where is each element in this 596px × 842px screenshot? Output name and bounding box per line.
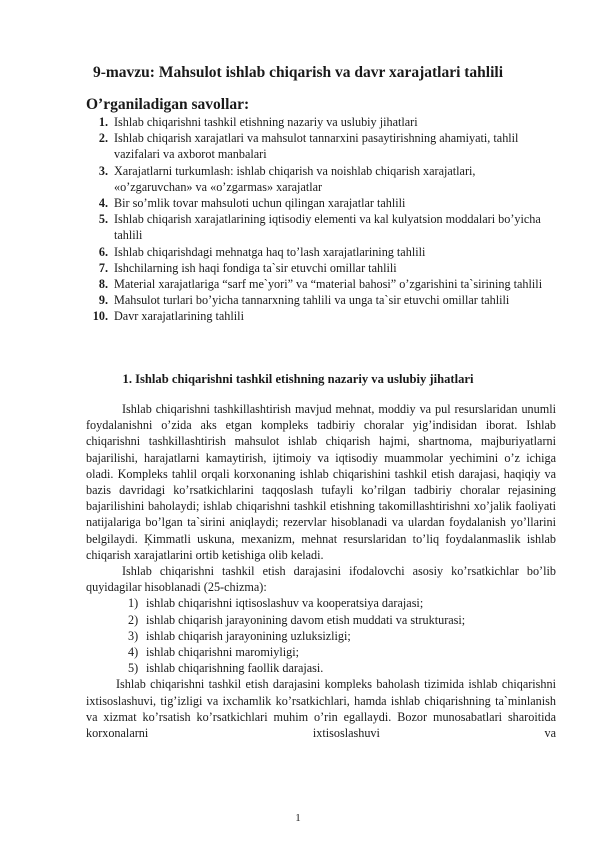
paragraph: Ishlab chiqarishni tashkillashtirish mavjud mehnat, moddiy va pul resurslaridan unumli foydalanishni o’zida aks etgan kompleks tadbiriy choralar yig’indisidan iborat. Ishlab chiqarishni tashkillashtirish mahsulot ishlab chiqarish hajmi, shartnoma, majburiyatlarni bajarilishi, harajatlarni kamaytirish, ijtimoiy va iqtisodiy muammolar yechimini o’z ichiga oladi. Kompleks tahlil orqali korxonaning ishlab chiqarishini tashkil etish darajasi, haqiqiy va bazis davridagi ko’rsatkichlarini taqqoslash tufayli ko’rilgan tadbiriy choralar rejasining bajarilishini baholaydi; ishlab chiqarishni tashkil etishning takomillashtirishni xo’jalik faoliyati natijalariga bo’lgan ta`sirini aniqlaydi; rezervlar hisoblanadi va ulardan foydalanish yo’llarini belgilaydi. Ķimmatli uskuna, mexanizm, mehnat resurslaridan to’liq foydalanmaslik ishlab chiqarish xarajatlarini ortib ketishiga olib keladi. — [86, 402, 556, 562]
item-text: Bir so’mlik tovar mahsuloti uchun qilingan xarajatlar tahlili — [114, 196, 406, 211]
body-text — [86, 401, 556, 741]
list-item — [86, 211, 546, 243]
item-number: 8. — [98, 277, 108, 292]
list-item — [86, 292, 546, 308]
list-item — [86, 595, 556, 611]
questions-heading: O’rganiladigan savollar: — [86, 96, 250, 113]
item-number: 1) — [128, 596, 139, 611]
list-item — [86, 195, 546, 211]
item-number: 5. — [98, 212, 108, 227]
item-text: Material xarajatlariga “sarf me`yori” va “material bahosi” o’zgarishini ta`sirining tahlili — [114, 277, 543, 292]
list-item — [86, 628, 556, 644]
item-text: ishlab chiqarish jarayonining davom etish muddati va strukturasi; — [146, 612, 466, 627]
item-number: 9. — [98, 293, 108, 308]
item-number: 3) — [128, 628, 139, 643]
item-number: 4) — [128, 645, 139, 660]
item-number: 1. — [98, 115, 108, 129]
paragraph: Ishlab chiqarishni tashkil etish darajasini kompleks baholash tizimida ishlab chiqarishni ixtisoslashuvi, tig’izligi va ixchamlik ko’rsatkichlari, hamda ishlab chiqarishning ta`minlanish va xizmat ko’rsatish ko’rsatkichlari muhim o’rin egallaydi. Bozor munosabatlari sharoitida korxonalarni ixtisoslashuvi va — [86, 677, 556, 741]
item-text: Ishlab chiqarish xarajatlarining iqtisodiy elementi va kal kulyatsion moddalari bo’yicha tahlili — [114, 212, 541, 243]
list-item — [86, 244, 546, 260]
item-number: 10. — [92, 309, 108, 324]
item-text: Xarajatlarni turkumlash: ishlab chiqarish va noishlab chiqarish xarajatlari, «o’zgaruvchan» va «o’zgarmas» xarajatlar — [114, 163, 476, 194]
item-number: 5) — [128, 661, 139, 676]
item-number: 3. — [98, 163, 108, 178]
list-item — [86, 308, 546, 324]
item-number: 6. — [98, 244, 108, 259]
list-item — [86, 114, 546, 130]
questions-list — [86, 114, 546, 325]
item-number: 4. — [98, 196, 108, 211]
item-text: ishlab chiqarishni iqtisoslashuv va kooperatsiya darajasi; — [146, 596, 424, 611]
list-item — [86, 276, 546, 292]
item-text: ishlab chiqarish jarayonining uzluksizligi; — [146, 628, 351, 643]
item-text: Ishlab chiqarishni tashkil etishning nazariy va uslubiy jihatlari — [114, 115, 418, 129]
item-text: Ishchilarning ish haqi fondiga ta`sir etuvchi omillar tahlili — [114, 260, 397, 275]
item-number: 2. — [98, 131, 108, 146]
list-item — [86, 660, 556, 676]
item-text: ishlab chiqarishni maromiyligi; — [146, 645, 299, 660]
indicators-list — [86, 595, 556, 676]
item-text: Davr xarajatlarining tahlili — [114, 309, 244, 324]
page-number: 1 — [295, 812, 301, 824]
list-item — [86, 612, 556, 628]
list-item — [86, 260, 546, 276]
list-item — [86, 130, 546, 162]
paragraph: Ishlab chiqarishni tashkil etish darajasini ifodalovchi asosiy ko’rsatkichlar bo’lib quyidagilar hisoblanadi (25-chizma): — [86, 564, 556, 595]
item-text: ishlab chiqarishning faollik darajasi. — [146, 661, 324, 676]
item-number: 7. — [98, 260, 108, 275]
list-item — [86, 163, 546, 195]
item-number: 2) — [128, 612, 139, 627]
item-text: Ishlab chiqarish xarajatlari va mahsulot tannarxini pasaytirishning ahamiyati, tahlil vazifalari va axborot manbalari — [114, 131, 519, 162]
page-title: 9-mavzu: Mahsulot ishlab chiqarish va davr xarajatlari tahlili — [92, 64, 504, 81]
list-item — [86, 644, 556, 660]
item-text: Ishlab chiqarishdagi mehnatga haq to’lash xarajatlarining tahlili — [114, 244, 426, 259]
item-text: Mahsulot turlari bo’yicha tannarxning tahlili va unga ta`sir etuvchi omillar tahlili — [114, 293, 510, 308]
section-heading: 1. Ishlab chiqarishni tashkil etishning nazariy va uslubiy jihatlari — [122, 372, 474, 386]
